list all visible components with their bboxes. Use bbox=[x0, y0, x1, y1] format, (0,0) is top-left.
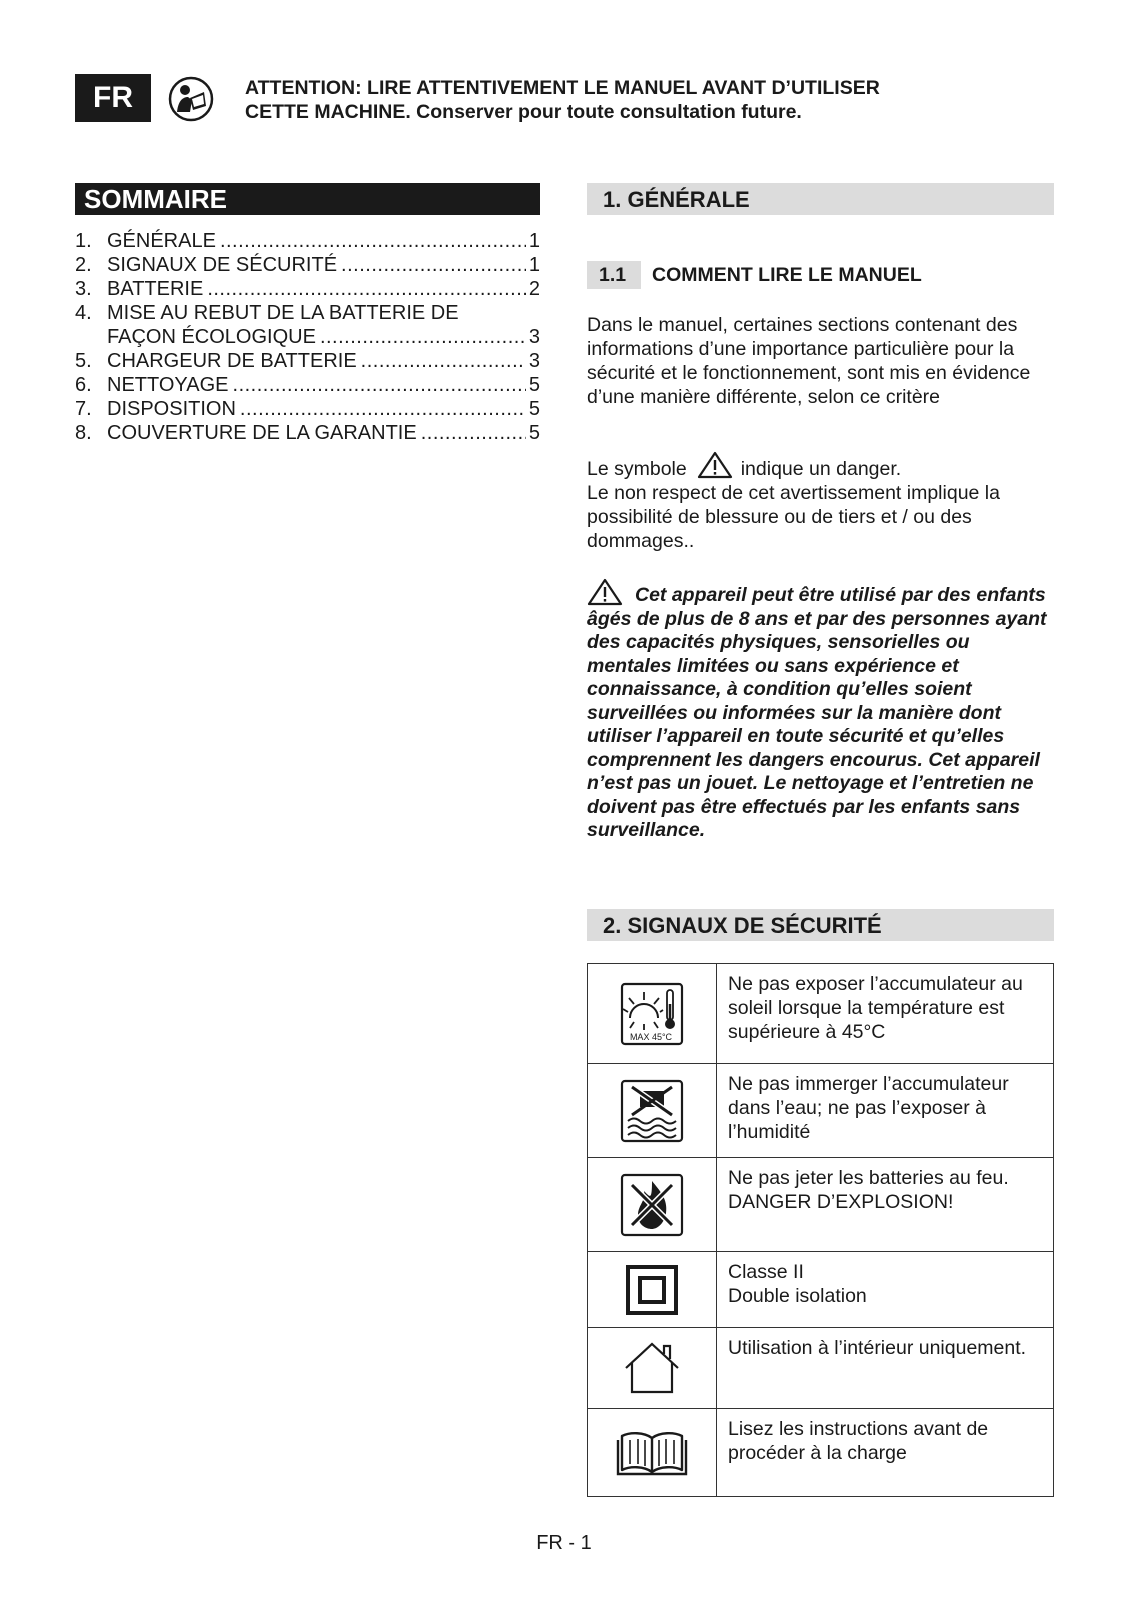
symbol-description: Lisez les instructions avant de procéder à la charge bbox=[717, 1409, 1054, 1497]
warning-triangle-icon bbox=[587, 578, 623, 606]
open-book-icon bbox=[616, 1430, 688, 1476]
toc-item-label: SIGNAUX DE SÉCURITÉ bbox=[107, 254, 338, 276]
symbol-suffix-text: indique un danger. bbox=[740, 458, 902, 480]
icon-cell bbox=[588, 1252, 717, 1328]
read-manual-icon bbox=[168, 76, 214, 122]
table-row bbox=[588, 964, 1054, 1064]
max-temperature-label: MAX 45°C bbox=[629, 1031, 673, 1042]
indoor-house-icon bbox=[622, 1340, 682, 1396]
table-row bbox=[588, 1409, 1054, 1497]
symbol-description: Ne pas immerger l’accumulateur dans l’eau; ne pas l’exposer à l’humidité bbox=[717, 1064, 1054, 1158]
subsection-title: COMMENT LIRE LE MANUEL bbox=[652, 263, 922, 286]
toc-item-page: 5 bbox=[528, 398, 540, 420]
intro-paragraph: Dans le manuel, certaines sections contenant des informations d’une importance particulière pour la sécurité et le fonctionnement, sont mis en évidence d’une manière différente, selon ce critère bbox=[587, 314, 1031, 408]
toc-item bbox=[75, 253, 540, 277]
toc-item-num: 2. bbox=[75, 254, 92, 276]
table-row bbox=[588, 1064, 1054, 1158]
warning-triangle-icon bbox=[697, 451, 733, 479]
toc-item-num: 6. bbox=[75, 374, 92, 396]
language-badge: FR bbox=[75, 74, 151, 122]
symbol-text-line-2: Double isolation bbox=[728, 1285, 867, 1307]
toc-item-page: 3 bbox=[528, 350, 540, 372]
subsection-heading bbox=[587, 261, 922, 289]
toc-item bbox=[75, 301, 540, 325]
toc-item-page: 1 bbox=[528, 230, 540, 252]
double-insulation-icon bbox=[624, 1265, 680, 1315]
toc-leader-dots bbox=[361, 349, 526, 373]
icon-cell bbox=[588, 964, 717, 1064]
header-line-1: ATTENTION: LIRE ATTENTIVEMENT LE MANUEL AVANT D’UTILISER bbox=[245, 77, 880, 99]
toc-leader-dots bbox=[240, 397, 526, 421]
section-heading-generale: 1. GÉNÉRALE bbox=[587, 183, 1054, 215]
toc-item-page: 2 bbox=[528, 278, 540, 300]
icon-cell bbox=[588, 1158, 717, 1252]
toc-item-continuation bbox=[75, 325, 540, 349]
symbol-paragraph bbox=[587, 451, 1057, 553]
toc-item-num: 3. bbox=[75, 278, 92, 300]
toc-item-label: MISE AU REBUT DE LA BATTERIE DE bbox=[107, 302, 459, 324]
table-row bbox=[588, 1158, 1054, 1252]
toc-item bbox=[75, 421, 540, 445]
symbol-prefix-text: Le symbole bbox=[587, 458, 687, 480]
toc-item bbox=[75, 397, 540, 421]
toc-item-page: 1 bbox=[528, 254, 540, 276]
toc-item-label: FAÇON ÉCOLOGIQUE bbox=[107, 326, 316, 348]
toc-item bbox=[75, 373, 540, 397]
danger-explanation: Le non respect de cet avertissement implique la possibilité de blessure ou de tiers et / ou des dommages.. bbox=[587, 482, 1000, 552]
toc-leader-dots bbox=[233, 373, 526, 397]
symbol-text-line-1: Classe II bbox=[728, 1261, 804, 1283]
toc-item bbox=[75, 349, 540, 373]
toc-leader-dots bbox=[220, 229, 526, 253]
page-number: FR - 1 bbox=[536, 1532, 592, 1554]
children-safety-warning bbox=[587, 578, 1057, 843]
toc-item-label: COUVERTURE DE LA GARANTIE bbox=[107, 422, 417, 444]
symbol-description: Utilisation à l’intérieur uniquement. bbox=[717, 1328, 1054, 1409]
no-water-immersion-icon bbox=[620, 1079, 684, 1143]
symbol-description bbox=[717, 1252, 1054, 1328]
toc-item-num: 5. bbox=[75, 350, 92, 372]
subsection-number: 1.1 bbox=[587, 261, 641, 289]
toc-item-label: DISPOSITION bbox=[107, 398, 236, 420]
toc-item bbox=[75, 277, 540, 301]
toc-item-label: GÉNÉRALE bbox=[107, 230, 216, 252]
toc-leader-dots bbox=[207, 277, 526, 301]
table-row bbox=[588, 1252, 1054, 1328]
toc-leader-dots bbox=[341, 253, 526, 277]
symbol-text-line-2: DANGER D’EXPLOSION! bbox=[728, 1191, 954, 1213]
toc-item-label: CHARGEUR DE BATTERIE bbox=[107, 350, 357, 372]
toc-item-num: 1. bbox=[75, 230, 92, 252]
section-heading-signaux: 2. SIGNAUX DE SÉCURITÉ bbox=[587, 909, 1054, 941]
toc-leader-dots bbox=[320, 325, 526, 349]
toc-item-num: 7. bbox=[75, 398, 92, 420]
toc-leader-dots bbox=[421, 421, 526, 445]
no-fire-icon bbox=[620, 1173, 684, 1237]
toc-item-num: 8. bbox=[75, 422, 92, 444]
header-line-2: CETTE MACHINE. Conserver pour toute consultation future. bbox=[245, 101, 802, 123]
symbol-description: Ne pas exposer l’accumulateur au soleil lorsque la température est supérieure à 45°C bbox=[717, 964, 1054, 1064]
symbol-text-line-1: Ne pas jeter les batteries au feu. bbox=[728, 1167, 1009, 1189]
toc-item-page: 5 bbox=[528, 422, 540, 444]
toc-item-page: 5 bbox=[528, 374, 540, 396]
header-attention-text bbox=[245, 76, 1005, 124]
icon-cell bbox=[588, 1328, 717, 1409]
toc-item-label: BATTERIE bbox=[107, 278, 204, 300]
toc-title: SOMMAIRE bbox=[75, 183, 540, 215]
sun-thermometer-icon bbox=[620, 982, 684, 1046]
icon-cell bbox=[588, 1409, 717, 1497]
safety-symbols-table bbox=[587, 963, 1054, 1497]
table-of-contents bbox=[75, 229, 540, 445]
icon-cell bbox=[588, 1064, 717, 1158]
table-row bbox=[588, 1328, 1054, 1409]
warning-text: Cet appareil peut être utilisé par des enfants âgés de plus de 8 ans et par des personnes ayant des capacités physiques, sensorielles ou mentales limitées ou sans expérience et connaissance, à condition qu’elles soient surveillées ou informées sur la manière dont utiliser l’appareil en toute sécurité et qu’elles comprennent les dangers encourus. Cet appareil n’est pas un jouet. Le nettoyage et l’entretien ne doivent pas être effectués par les enfants sans surveillance. bbox=[587, 584, 1047, 841]
toc-item-label: NETTOYAGE bbox=[107, 374, 229, 396]
symbol-description bbox=[717, 1158, 1054, 1252]
toc-item bbox=[75, 229, 540, 253]
toc-item-page: 3 bbox=[528, 326, 540, 348]
toc-item-num: 4. bbox=[75, 302, 92, 324]
